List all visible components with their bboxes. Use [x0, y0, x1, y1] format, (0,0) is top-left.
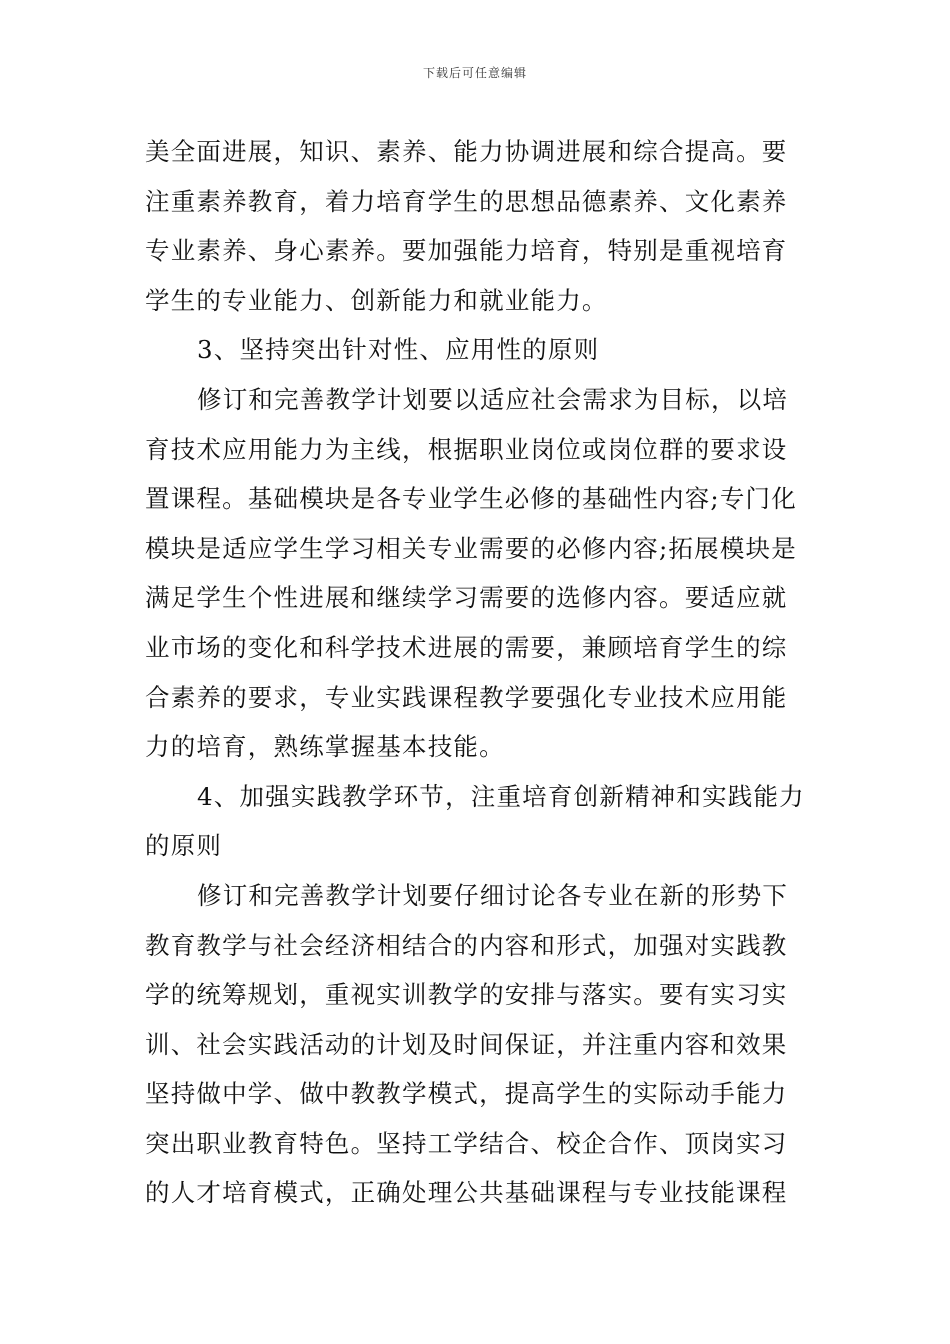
- document-body: [145, 127, 809, 1218]
- text-line: 修订和完善教学计划要以适应社会需求为目标，以培: [197, 384, 789, 414]
- text-line: 的人才培育模式，正确处理公共基础课程与专业技能课程: [145, 1178, 788, 1208]
- page-header-note: 下载后可任意编辑: [422, 66, 527, 80]
- text-line: 模块是适应学生学习相关专业需要的必修内容;拓展模块是: [145, 533, 797, 563]
- text-line: 合素养的要求，专业实践课程教学要强化专业技术应用能: [145, 682, 788, 712]
- text-line: 修订和完善教学计划要仔细讨论各专业在新的形势下: [197, 880, 789, 910]
- text-line: 育技术应用能力为主线，根据职业岗位或岗位群的要求设: [145, 434, 788, 464]
- text-line: 力的培育，熟练掌握基本技能。: [145, 732, 505, 762]
- text-line: 坚持做中学、做中教教学模式，提高学生的实际动手能力: [145, 1079, 788, 1109]
- text-line: 4、加强实践教学环节，注重培育创新精神和实践能力: [197, 781, 805, 811]
- text-line: 满足学生个性进展和继续学习需要的选修内容。要适应就: [145, 583, 788, 613]
- text-line: 学的统筹规划，重视实训教学的安排与落实。要有实习实: [145, 980, 788, 1010]
- text-line: 专业素养、身心素养。要加强能力培育，特别是重视培育: [145, 236, 788, 266]
- text-line: 教育教学与社会经济相结合的内容和形式，加强对实践教: [145, 930, 788, 960]
- text-line: 注重素养教育，着力培育学生的思想品德素养、文化素养: [145, 186, 788, 216]
- text-line: 3、坚持突出针对性、应用性的原则: [197, 335, 600, 365]
- text-line: 突出职业教育特色。坚持工学结合、校企合作、顶岗实习: [145, 1128, 788, 1158]
- text-line: 业市场的变化和科学技术进展的需要，兼顾培育学生的综: [145, 632, 788, 662]
- text-line: 置课程。基础模块是各专业学生必修的基础性内容;专门化: [145, 484, 797, 514]
- text-line: 的原则: [145, 831, 223, 861]
- text-line: 学生的专业能力、创新能力和就业能力。: [145, 285, 608, 315]
- text-line: 训、社会实践活动的计划及时间保证，并注重内容和效果: [145, 1029, 788, 1059]
- text-line: 美全面进展，知识、素养、能力协调进展和综合提高。要: [145, 137, 788, 166]
